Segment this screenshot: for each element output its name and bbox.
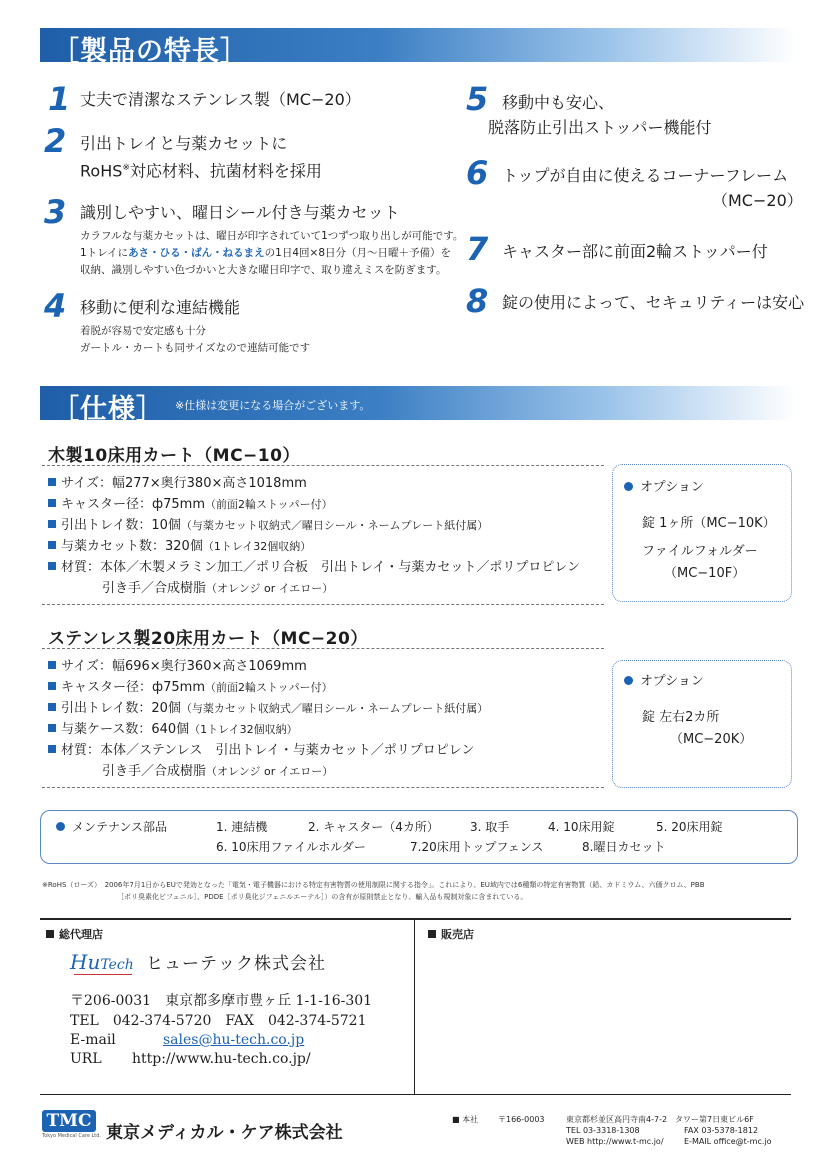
spec-size — [48, 473, 307, 494]
maintenance-label — [56, 818, 167, 835]
maintenance-item: 2. キャスター（4カ所） — [308, 820, 439, 834]
bullet-square — [48, 520, 56, 528]
feature-title: キャスター部に前面2輪ストッパー付 — [502, 242, 768, 261]
spec-case — [48, 719, 298, 740]
feature-title-line1: トップが自由に使えるコーナーフレーム — [502, 166, 789, 185]
rohs-note-label: ※RoHS（ローズ） — [42, 881, 98, 889]
bullet-square — [48, 541, 56, 549]
option-item: ファイルフォルダー — [642, 544, 758, 559]
maker-hq-label: ■ 本社 — [452, 1115, 479, 1124]
cart10-title: 木製10床用カート（MC−10） — [48, 446, 300, 466]
rohs-note-line1 — [42, 880, 705, 891]
agent-email-link[interactable]: sales@hu-tech.co.jp — [163, 1032, 305, 1048]
spec-sub: （1トレイ32個収納） — [189, 723, 298, 736]
spec-sub: （1トレイ32個収納） — [202, 540, 312, 553]
rohs-desc: 対応材料、抗菌材料を採用 — [129, 161, 322, 181]
maintenance-label-text: メンテナンス部品 — [72, 820, 168, 834]
maintenance-item: 1. 連結機 — [216, 820, 268, 834]
feature-number: 7 — [466, 230, 489, 268]
maker-address: 東京都杉並区高円寺南4-7-2 タワー第7日東ビル6F — [566, 1115, 754, 1124]
spec-sub: （オレンジ or イエロー） — [206, 582, 334, 595]
hutech-logo-b: Tech — [100, 957, 134, 973]
maker-email[interactable]: E-MAIL office@t-mc.jo — [684, 1137, 772, 1146]
maker-postal: 〒166-0003 — [498, 1115, 545, 1124]
bullet-square — [48, 703, 56, 711]
feature-number: 8 — [466, 282, 489, 320]
hutech-logo — [70, 950, 134, 974]
spec-sub: （前面2輪ストッパー付） — [204, 681, 333, 694]
spec-note: ※仕様は変更になる場合がございます。 — [175, 399, 371, 412]
cart20-title: ステンレス製20床用カート（MC−20） — [48, 629, 368, 649]
agent-postal-address: 〒206-0031 東京都多摩市豊ヶ丘 1-1-16-301 — [70, 993, 373, 1009]
hutech-logo-underline — [74, 974, 132, 975]
option-label-text: オプション — [640, 674, 704, 689]
maker-web[interactable]: WEB http://www.t-mc.jo/ — [566, 1137, 664, 1146]
tmc-logo: TMC — [42, 1110, 96, 1132]
maintenance-item: 8.曜日カセット — [582, 840, 666, 854]
feature-title: 錠の使用によって、セキュリティーは安心 — [502, 293, 805, 312]
feature-desc — [80, 245, 451, 262]
feature-number: 4 — [44, 287, 67, 325]
agent-tel-fax: TEL 042-374-5720 FAX 042-374-5721 — [70, 1013, 367, 1029]
spec-sub: （与薬カセット収納式／曜日シール・ネームプレート紙付属） — [180, 702, 489, 715]
agent-label — [46, 926, 103, 942]
feature-number: 2 — [44, 122, 67, 160]
features-title: ［製品の特長］ — [52, 36, 248, 67]
spec-text: サイズ：幅277×奥行380×高さ1018mm — [61, 476, 307, 491]
bullet-square — [48, 661, 56, 669]
option-item: 錠 1ヶ所（MC−10K） — [642, 516, 776, 531]
spec-text: 与薬カセット数：320個 — [61, 539, 203, 554]
spec-text: キャスター径：ф75mm — [61, 497, 205, 512]
agent-label-text: 総代理店 — [59, 928, 103, 941]
maintenance-item: 6. 10床用ファイルホルダー — [216, 840, 366, 854]
maker-fax: FAX 03-5378-1812 — [684, 1126, 759, 1135]
agent-company: ヒューテック株式会社 — [146, 954, 326, 974]
bullet-square — [48, 724, 56, 732]
divider — [42, 648, 604, 649]
divider — [42, 465, 604, 466]
spec-title: ［仕様］ — [52, 394, 164, 425]
option-label-text: オプション — [640, 480, 704, 495]
desc-text: の1日4回×8日分（月〜日曜＋予備）を — [264, 247, 451, 259]
spec-material-2 — [102, 761, 333, 782]
feature-title: 丈夫で清潔なステンレス製（MC−20） — [80, 90, 361, 109]
divider — [42, 604, 604, 605]
option-label — [624, 478, 704, 498]
bullet-dot — [624, 676, 633, 685]
spec-caster — [48, 677, 333, 698]
spec-text: 材質：本体／木製メラミン加工／ポリ合板 引出トレイ・与薬カセット／ポリプロピレン — [61, 560, 581, 575]
hutech-logo-a: Hu — [70, 950, 101, 974]
rohs-note-text: 2006年7月1日からEUで発効となった「電気・電子機器における特定有害物質の使用制限に関する指令」。これにより、EU域内では6種類の特定有害物質（鉛、カドミウム、六価クロム、PBB — [104, 881, 705, 889]
agent-email-label: E-mail — [70, 1032, 116, 1048]
desc-text: 1トレイに — [80, 247, 129, 259]
bullet-square — [428, 930, 436, 938]
spec-material — [48, 557, 580, 578]
spec-text: 与薬ケース数：640個 — [61, 722, 190, 737]
spec-header-band — [40, 386, 796, 425]
maker-tel: TEL 03-3318-1308 — [566, 1126, 640, 1135]
agent-url-label: URL — [70, 1051, 102, 1067]
option-item: （MC−20K） — [670, 732, 753, 747]
spec-text: 引出トレイ数：20個 — [61, 701, 181, 716]
spec-text: 材質：本体／ステンレス 引出トレイ・与薬カセット／ポリプロピレン — [61, 743, 475, 758]
bullet-square — [48, 499, 56, 507]
footer-top-line — [40, 918, 791, 920]
option-item: （MC−10F） — [664, 566, 746, 581]
desc-highlight: あさ・ひる・ばん・ねるまえ — [128, 247, 265, 259]
spec-text: キャスター径：ф75mm — [61, 680, 205, 695]
feature-title-line2: （MC−20） — [712, 191, 803, 210]
feature-desc: ガートル・カートも同サイズなので連結可能です — [80, 342, 311, 354]
tmc-logo-sub: Tokyo Medical Care Ltd. — [42, 1133, 102, 1139]
feature-number: 6 — [466, 154, 489, 192]
feature-title-line2 — [80, 156, 322, 183]
feature-title-line2: 脱落防止引出ストッパー機能付 — [488, 118, 712, 137]
seller-label — [428, 926, 474, 942]
spec-caster — [48, 494, 333, 515]
feature-title-line1: 引出トレイと与薬カセットに — [80, 134, 288, 153]
rohs-text: RoHS — [80, 161, 123, 181]
spec-material-2 — [102, 578, 333, 599]
bullet-dot — [56, 822, 65, 831]
feature-desc: 着脱が容易で安定感も十分 — [80, 325, 206, 337]
maintenance-item: 3. 取手 — [470, 820, 510, 834]
maker-company: 東京メディカル・ケア株式会社 — [106, 1123, 343, 1143]
bullet-square — [48, 478, 56, 486]
bullet-square — [48, 745, 56, 753]
spec-size — [48, 656, 307, 677]
rohs-mark: ※ — [122, 163, 130, 173]
feature-desc: カラフルな与薬カセットは、曜日が印字されていて1つずつ取り出しが可能です。 — [80, 230, 464, 242]
feature-title: 移動に便利な連結機能 — [80, 298, 241, 317]
maintenance-item: 7.20床用トップフェンス — [410, 840, 544, 854]
spec-sub: （与薬カセット収納式／曜日シール・ネームプレート紙付属） — [180, 519, 489, 532]
spec-text: 引出トレイ数：10個 — [61, 518, 181, 533]
spec-sub: （オレンジ or イエロー） — [206, 765, 334, 778]
spec-text: 引き手／合成樹脂 — [102, 581, 207, 596]
maintenance-item: 5. 20床用錠 — [656, 820, 723, 834]
divider — [42, 787, 604, 788]
rohs-note-line2: ［ポリ臭素化ビフェニル］、PDDE［ポリ臭化ジフェニルエーテル］）の含有が原則禁止となり、輸入品も規制対象に含まれている。 — [117, 893, 528, 901]
feature-desc: 収納、識別しやすい色づかいと大きな曜日印字で、取り違えミスを防ぎます。 — [80, 264, 447, 276]
spec-text: サイズ：幅696×奥行360×高さ1069mm — [61, 659, 307, 674]
feature-title: 識別しやすい、曜日シール付き与薬カセット — [80, 203, 400, 222]
option-item: 錠 左右2カ所 — [642, 710, 720, 725]
features-header-band — [40, 28, 796, 67]
bullet-square — [48, 562, 56, 570]
bullet-square — [48, 682, 56, 690]
spec-tray — [48, 515, 488, 536]
feature-number: 3 — [44, 193, 67, 231]
option-label — [624, 672, 704, 692]
spec-sub: （前面2輪ストッパー付） — [204, 498, 333, 511]
feature-title-line1: 移動中も安心、 — [502, 93, 615, 112]
maintenance-item: 4. 10床用錠 — [548, 820, 615, 834]
spec-cassette — [48, 536, 311, 557]
agent-url-link[interactable]: http://www.hu-tech.co.jp/ — [132, 1051, 311, 1067]
spec-material — [48, 740, 474, 761]
feature-number: 5 — [466, 80, 489, 118]
bullet-square — [46, 930, 54, 938]
bullet-dot — [624, 482, 633, 491]
spec-tray — [48, 698, 488, 719]
feature-number: 1 — [48, 80, 71, 118]
seller-label-text: 販売店 — [441, 928, 474, 941]
spec-text: 引き手／合成樹脂 — [102, 764, 207, 779]
footer-mid-line — [40, 1094, 791, 1095]
footer-divider — [414, 920, 415, 1095]
